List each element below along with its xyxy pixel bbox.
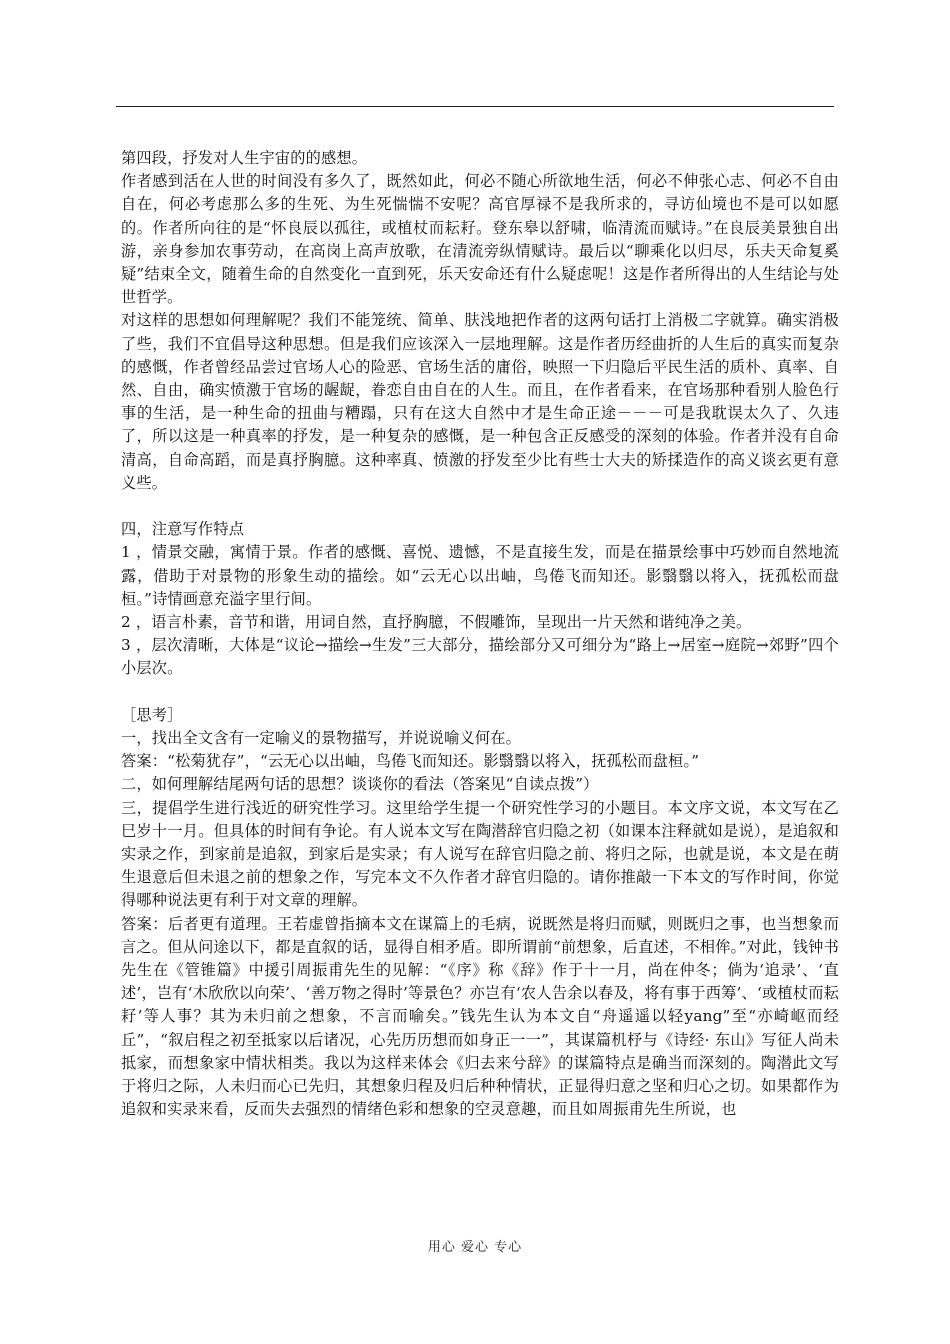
question-1: 一，找出全文含有一定喻义的景物描写，并说说喻义何在。 — [121, 729, 522, 748]
feature-item-3: 3 ，层次清晰，大体是“议论→描绘→生发”三大部分，描绘部分又可细分为“路上→居室→庭院→郊野”四个小层次。 — [121, 636, 839, 678]
question-3: 三，提倡学生进行浅近的研究性学习。这里给学生提一个研究性学习的小题目。本文序文说，本文写在乙巳岁十一月。但具体的时间有争论。有人说本文写在陶潜辞官归隐之初（如课本注释就如是说），是追叙和实录之作，到家前是追叙，到家后是实录；有人说写在辞官归隐之前、将归之际，也就是说，本文是在萌生退意后但未退之前的想象之作，写完本文不久作者才辞官归隐的。请你推敲一下本文的写作时间，你觉得哪种说法更有利于对文章的理解。 — [121, 798, 839, 910]
paragraph-interpretation: 对这样的思想如何理解呢？我们不能笼统、简单、肤浅地把作者的这两句话打上消极二字就算。确实消极了些，我们不宜倡导这种思想。但是我们应该深入一层地理解。这是作者历经曲折的人生后的真实而复杂的感慨，作者曾经品尝过官场人心的险恶、官场生活的庸俗，映照一下归隐后平民生活的质朴、真率、自然、自由，确实愤激于官场的龌龊，眷恋自由自在的人生。而且，在作者看来，在官场那种看别人脸色行事的生活，是一种生命的扭曲与糟蹋，只有在这大自然中才是生命正途－－－可是我耽误太久了、久违了，所以这是一种真率的抒发，是一种复杂的感慨，是一种包含正反感受的深刻的体验。作者并没有自命清高，自命高蹈，而是真抒胸臆。这种率真、愤激的抒发至少比有些士大夫的矫揉造作的高义谈玄更有意义些。 — [121, 311, 839, 492]
heading-thinking: ［思考］ — [121, 705, 183, 724]
paragraph-section4-body: 作者感到活在人世的时间没有多久了，既然如此，何必不随心所欲地生活，何必不伸张心志、何必不自由自在，何必考虑那么多的生死、为生死惴惴不安呢？高官厚禄不是我所求的，寻访仙境也不是可以如愿的。作者所向往的是“怀良辰以孤往，或植杖而耘耔。登东皋以舒啸，临清流而赋诗。”在良辰美景独自出游，亲身参加农事劳动，在高岗上高声放歌，在清流旁纵情赋诗。最后以“聊乘化以归尽，乐夫天命复奚疑”结束全文，随着生命的自然变化一直到死，乐天安命还有什么疑虑呢！这是作者所得出的人生结论与处世哲学。 — [121, 172, 839, 307]
heading-writing-features: 四，注意写作特点 — [121, 520, 245, 539]
header-rule — [116, 106, 834, 107]
document-body — [121, 147, 839, 1122]
answer-1: 答案：“松菊犹存”，“云无心以出岫，鸟倦飞而知还。影翳翳以将入，抚孤松而盘桓。” — [121, 752, 700, 771]
paragraph-section4-title: 第四段，抒发对人生宇宙的的感想。 — [121, 149, 368, 167]
feature-item-1: 1 ，情景交融，寓情于景。作者的感慨、喜悦、遗憾，不是直接生发，而是在描景绘事中巧妙而自然地流露，借助于对景物的形象生动的描绘。如“云无心以出岫，鸟倦飞而知还。影翳翳以将入，抚孤松而盘桓。”诗情画意充溢字里行间。 — [121, 543, 839, 608]
question-2: 二，如何理解结尾两句话的思想？谈谈你的看法（答案见“自读点拨”） — [121, 775, 599, 794]
page-footer: 用心 爱心 专心 — [427, 1240, 523, 1255]
feature-item-2: 2 ，语言朴素，音节和谐，用词自然，直抒胸臆，不假雕饰，呈现出一片天然和谐纯净之美。 — [121, 613, 752, 632]
answer-3: 答案：后者更有道理。王若虚曾指摘本文在谋篇上的毛病，说既然是将归而赋，则既归之事，也当想象而言之。但从问途以下，都是直叙的话，显得自相矛盾。即所谓前“前想象，后直述，不相侔。”对此，钱钟书先生在《管锥篇》中援引周振甫先生的见解：“《序》称《辞》作于十一月，尚在仲冬；倘为‘追录’、‘直述’，岂有‘木欣欣以向荣’、‘善万物之得时’等景色？亦岂有‘农人告余以春及，将有事于西筹’、‘或植杖而耘耔’等人事？其为未归前之想象，不言而喻矣。”钱先生认为本文自“舟遥遥以轻yang”至“亦崎岖而经丘”，“叙启程之初至抵家以后诸况，心先历历想而如身正一一”，其谋篇机杼与《诗经· 东山》写征人尚未抵家，而想象家中情状相类。我以为这样来体会《归去来兮辞》的谋篇特点是确当而深刻的。陶潜此文写于将归之际，人未归而心已先归，其想象归程及归后种种情状，正显得归意之坚和归心之切。如果都作为追叙和实录来看，反而失去强烈的情绪色彩和想象的空灵意趣，而且如周振甫先生所说，也 — [121, 914, 839, 1119]
